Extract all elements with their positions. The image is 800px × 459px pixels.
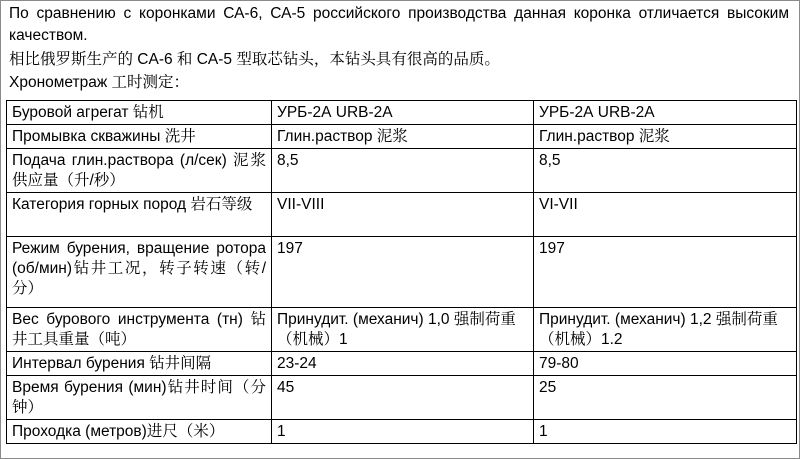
value-cell-2: 197 — [534, 237, 797, 308]
param-cell: Режим бурения, вращение ротора (об/мин)钻井工况，转子转速（转/分） — [7, 237, 272, 308]
table-row — [7, 308, 797, 352]
param-cell: Вес бурового инструмента (тн) 钻井工具重量（吨） — [7, 308, 272, 352]
value-cell-1: Глин.раствор 泥浆 — [272, 125, 534, 149]
param-cell: Проходка (метров)进尺（米） — [7, 420, 272, 444]
value-cell-2: УРБ-2А URB-2A — [534, 101, 797, 125]
value-cell-1: 8,5 — [272, 149, 534, 193]
value-cell-2: VI-VII — [534, 193, 797, 237]
drilling-spec-table — [6, 100, 797, 444]
intro-russian-sentence: По сравнению с коронками СА-6, СА-5 российского производства данная коронка отличается высоким качеством. — [9, 5, 789, 44]
table-row — [7, 376, 797, 420]
value-cell-1: VII-VIII — [272, 193, 534, 237]
value-cell-1: УРБ-2А URB-2A — [272, 101, 534, 125]
param-cell: Подача глин.раствора (л/сек) 泥浆供应量（升/秒） — [7, 149, 272, 193]
intro-chinese-sentence: 相比俄罗斯生产的 CA-6 和 CA-5 型取芯钻头，本钻头具有很高的品质。 — [9, 51, 500, 68]
value-cell-1: 45 — [272, 376, 534, 420]
table-row — [7, 420, 797, 444]
value-cell-1: 23-24 — [272, 352, 534, 376]
param-cell: Категория горных пород 岩石等级 — [7, 193, 272, 237]
param-cell: Время бурения (мин)钻井时间（分钟） — [7, 376, 272, 420]
intro-text — [9, 3, 789, 94]
table-row — [7, 125, 797, 149]
value-cell-2: 79-80 — [534, 352, 797, 376]
value-cell-1: 197 — [272, 237, 534, 308]
value-cell-2: Глин.раствор 泥浆 — [534, 125, 797, 149]
timing-heading: Хронометраж 工时测定： — [9, 74, 190, 91]
value-cell-2: 1 — [534, 420, 797, 444]
table-row — [7, 352, 797, 376]
table-row — [7, 101, 797, 125]
value-cell-2: 25 — [534, 376, 797, 420]
param-cell: Промывка скважины 洗井 — [7, 125, 272, 149]
table-row — [7, 149, 797, 193]
param-cell: Буровой агрегат 钻机 — [7, 101, 272, 125]
value-cell-1: 1 — [272, 420, 534, 444]
value-cell-2: Принудит. (механич) 1,2 强制荷重（机械）1.2 — [534, 308, 797, 352]
value-cell-1: Принудит. (механич) 1,0 强制荷重（机械）1 — [272, 308, 534, 352]
value-cell-2: 8,5 — [534, 149, 797, 193]
param-cell: Интервал бурения 钻井间隔 — [7, 352, 272, 376]
table-row — [7, 237, 797, 308]
table-row — [7, 193, 797, 237]
